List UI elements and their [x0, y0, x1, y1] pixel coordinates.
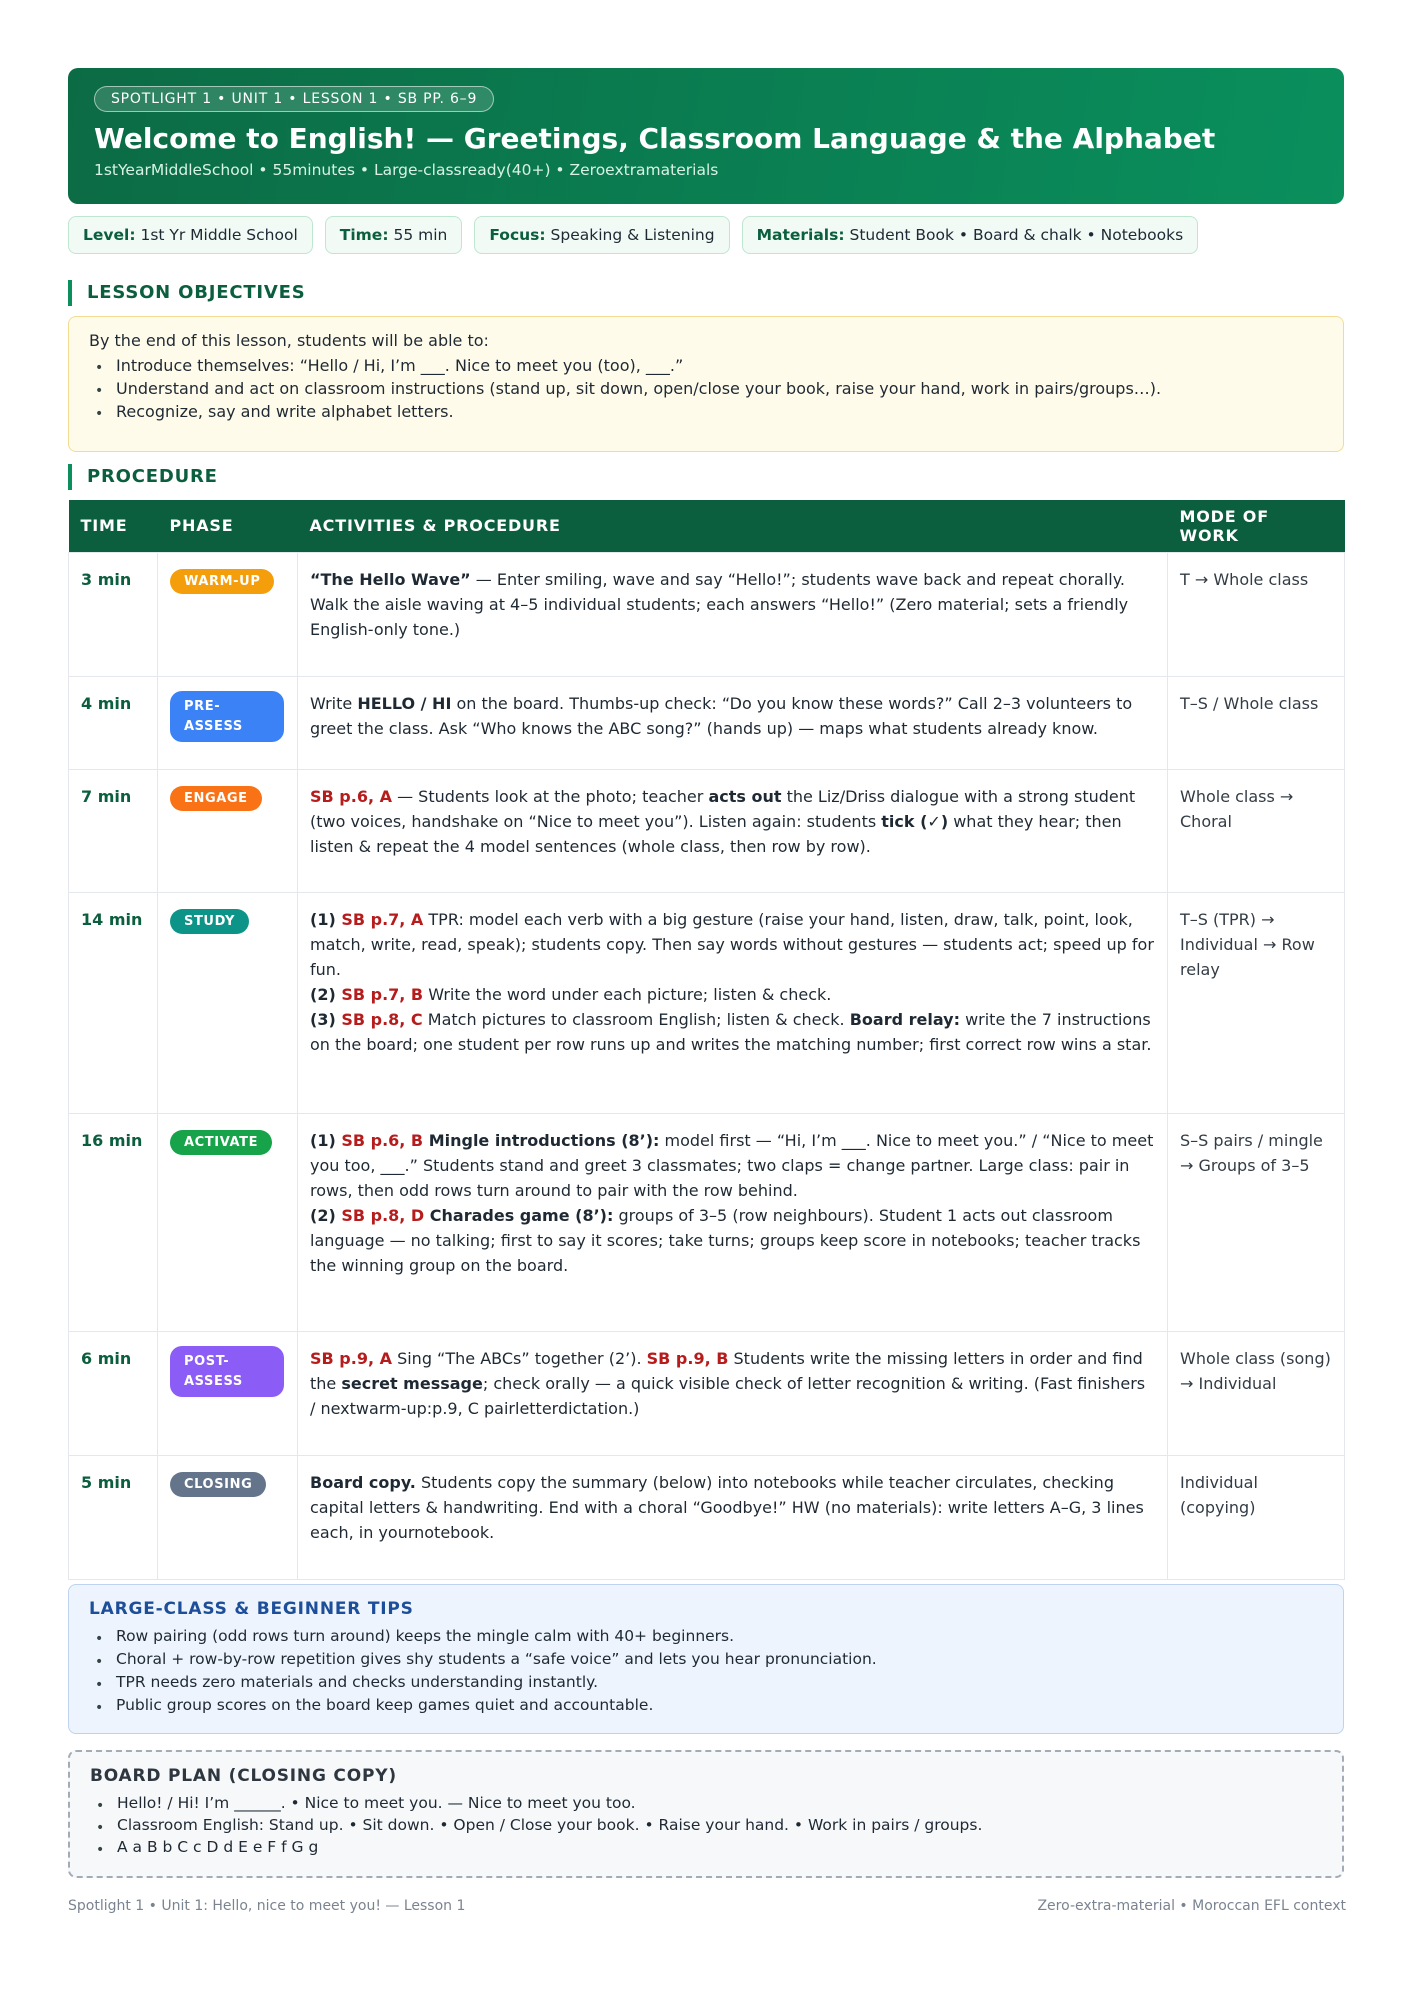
phase-badge: PRE-ASSESS — [170, 691, 284, 742]
procedure-heading: PROCEDURE — [68, 464, 218, 490]
chip-focus — [474, 216, 729, 254]
phase-badge: ENGAGE — [170, 786, 262, 811]
footer-left-text: Spotlight 1 • Unit 1: Hello, nice to meet you! — Lesson 1 — [68, 1898, 466, 1914]
chip-label: Time: — [339, 226, 389, 244]
phase-badge: ACTIVATE — [170, 1130, 272, 1155]
activity-text: Students copy the summary (below) into notebooks while teacher circulates, checking capital letters & handwriting. End with a choral “Goodbye!” HW (no materials): write letters A–G, 3 lines each, in yournotebook. — [310, 1472, 1144, 1542]
activity-text: Write the word under each picture; listen & check. — [423, 984, 832, 1004]
table-row — [69, 676, 1345, 769]
time-cell: 5 min — [69, 1455, 158, 1579]
board-plan-heading: BOARD PLAN (CLOSING COPY) — [90, 1766, 397, 1786]
bold-text: (1) — [310, 1130, 342, 1150]
activity-text: — Enter smiling, wave and say “Hello!”; students wave back and repeat chorally. Walk the aisle waving at 4–5 individual students; each answers “Hello!” (Zero material; sets a friendly English-only tone.) — [310, 569, 1129, 639]
bold-text: Mingle introductions (8’): — [423, 1130, 660, 1150]
bold-text: (2) — [310, 1205, 342, 1225]
chip-value: 1st Yr Middle School — [140, 226, 298, 244]
activity-cell — [298, 1113, 1168, 1331]
tips-heading: LARGE-CLASS & BEGINNER TIPS — [89, 1599, 414, 1619]
phase-cell — [158, 1455, 298, 1579]
activity-text: Students write the missing letters in order and find the — [310, 1348, 1143, 1393]
lesson-info-chips — [68, 216, 1198, 254]
board-plan-item: • A a B b C c D d E e F f G g — [90, 1836, 1322, 1858]
phase-badge: POST-ASSESS — [170, 1346, 284, 1397]
time-cell: 7 min — [69, 769, 158, 892]
student-book-reference: SB p.7, B — [341, 984, 424, 1004]
activity-cell — [298, 1331, 1168, 1455]
student-book-reference: SB p.9, B — [646, 1348, 729, 1368]
activity-cell — [298, 676, 1168, 769]
tip-item: • Row pairing (odd rows turn around) keeps the mingle calm with 40+ beginners. — [89, 1625, 1323, 1648]
activity-text: write the 7 instructions on the board; one student per row runs up and writes the matching number; first correct row wins a star. — [310, 1009, 1152, 1054]
chip-level — [68, 216, 313, 254]
student-book-reference: SB p.9, A — [310, 1348, 392, 1368]
chip-value: 55 min — [393, 226, 448, 244]
student-book-reference: SB p.6, B — [341, 1130, 424, 1150]
time-cell: 4 min — [69, 676, 158, 769]
tip-item: • Choral + row-by-row repetition gives shy students a “safe voice” and lets you hear pronunciation. — [89, 1648, 1323, 1671]
objectives-intro: By the end of this lesson, students will be able to: — [89, 331, 489, 350]
mode-cell: S–S pairs / mingle → Groups of 3–5 — [1168, 1113, 1345, 1331]
objectives-heading: LESSON OBJECTIVES — [68, 280, 306, 306]
activity-cell — [298, 552, 1168, 676]
lesson-reference-pill: SPOTLIGHT 1 • UNIT 1 • LESSON 1 • SB PP. 6–9 — [94, 86, 494, 112]
column-header-mode: MODE OF WORK — [1168, 500, 1345, 552]
student-book-reference: SB p.6, A — [310, 786, 392, 806]
activity-text: model first — “Hi, I’m ___. Nice to meet you.” / “Nice to meet you too, ___.” Students stand and greet 3 classmates; two claps = change partner. Large class: pair in rows, then odd rows turn around to pair with the row behind. — [310, 1130, 1154, 1200]
phase-cell — [158, 1331, 298, 1455]
table-row — [69, 769, 1345, 892]
activity-text: on the board. Thumbs-up check: “Do you know these words?” Call 2–3 volunteers to greet the class. Ask “Who knows the ABC song?” (hands up) — maps what students already know. — [310, 693, 1133, 738]
activity-text: Sing “The ABCs” together (2’). — [391, 1348, 647, 1368]
table-row — [69, 1331, 1345, 1455]
student-book-reference: SB p.7, A — [341, 909, 424, 929]
phase-badge: WARM-UP — [170, 569, 274, 594]
chip-value: Speaking & Listening — [550, 226, 715, 244]
procedure-table — [68, 500, 1345, 1580]
bold-text: (2) — [310, 984, 342, 1004]
tips-list — [89, 1625, 1323, 1717]
activity-cell — [298, 1455, 1168, 1579]
time-cell: 3 min — [69, 552, 158, 676]
activity-text: TPR: model each verb with a big gesture (raise your hand, listen, draw, talk, point, look, match, write, read, speak); students copy. Then say words without gestures — students act; speed up for fun. — [310, 909, 1154, 979]
column-header-time: TIME — [69, 500, 158, 552]
student-book-reference: SB p.8, D — [341, 1205, 425, 1225]
bold-text: “The Hello Wave” — [310, 569, 471, 589]
objective-item: • Recognize, say and write alphabet letters. — [89, 400, 1323, 423]
phase-cell — [158, 676, 298, 769]
activity-text: Write — [310, 693, 358, 713]
mode-cell: T → Whole class — [1168, 552, 1345, 676]
phase-cell — [158, 892, 298, 1113]
activity-text: groups of 3–5 (row neighbours). Student 1 acts out classroom language — no talking; first to say it scores; take turns; groups keep score in notebooks; teacher tracks the winning group on the board. — [310, 1205, 1141, 1275]
phase-cell — [158, 1113, 298, 1331]
activity-text: ; check orally — a quick visible check of letter recognition & writing. (Fast finishers / nextwarm-up:p.9, C pairletterdictation.) — [310, 1373, 1146, 1418]
tip-item: • Public group scores on the board keep games quiet and accountable. — [89, 1694, 1323, 1717]
activity-cell — [298, 892, 1168, 1113]
bold-text: tick (✓) — [881, 811, 949, 831]
board-plan-item: • Classroom English: Stand up. • Sit down. • Open / Close your book. • Raise your hand. • Work in pairs / groups. — [90, 1814, 1322, 1836]
activity-text: what they hear; then listen & repeat the 4 model sentences (whole class, then row by row). — [310, 811, 1122, 856]
bold-text: Board relay: — [849, 1009, 960, 1029]
bold-text: HELLO / HI — [357, 693, 452, 713]
footer-right-text: Zero-extra-material • Moroccan EFL context — [1037, 1898, 1346, 1914]
tip-item: • TPR needs zero materials and checks understanding instantly. — [89, 1671, 1323, 1694]
phase-cell — [158, 552, 298, 676]
lesson-subtitle: 1stYearMiddleSchool • 55minutes • Large-classready(40+) • Zeroextramaterials — [94, 161, 719, 179]
table-row — [69, 552, 1345, 676]
time-cell: 6 min — [69, 1331, 158, 1455]
phase-badge: CLOSING — [170, 1472, 266, 1497]
table-row — [69, 1455, 1345, 1579]
board-plan-list — [90, 1792, 1322, 1858]
bold-text: Charades game (8’): — [424, 1205, 614, 1225]
table-row — [69, 1113, 1345, 1331]
bold-text: (1) — [310, 909, 342, 929]
mode-cell: Whole class (song) → Individual — [1168, 1331, 1345, 1455]
board-plan-item: • Hello! / Hi! I’m ______. • Nice to meet you. — Nice to meet you too. — [90, 1792, 1322, 1814]
column-header-phase: PHASE — [158, 500, 298, 552]
mode-cell: Individual (copying) — [1168, 1455, 1345, 1579]
table-header-row — [69, 500, 1345, 552]
mode-cell: T–S / Whole class — [1168, 676, 1345, 769]
objective-item: • Introduce themselves: “Hello / Hi, I’m ___. Nice to meet you (too), ___.” — [89, 354, 1323, 377]
mode-cell: Whole class → Choral — [1168, 769, 1345, 892]
objectives-box — [68, 316, 1344, 452]
bold-text: (3) — [310, 1009, 342, 1029]
table-row — [69, 892, 1345, 1113]
chip-label: Materials: — [756, 226, 845, 244]
objectives-list — [89, 354, 1323, 423]
chip-label: Focus: — [489, 226, 546, 244]
activity-cell — [298, 769, 1168, 892]
lesson-header — [68, 68, 1344, 204]
phase-cell — [158, 769, 298, 892]
lesson-title: Welcome to English! — Greetings, Classroom Language & the Alphabet — [94, 122, 1216, 155]
activity-text: — Students look at the photo; teacher — [391, 786, 709, 806]
bold-text: Board copy. — [310, 1472, 416, 1492]
chip-label: Level: — [83, 226, 136, 244]
chip-time — [325, 216, 463, 254]
board-plan-box — [68, 1750, 1344, 1878]
chip-value: Student Book • Board & chalk • Notebooks — [849, 226, 1184, 244]
activity-text: the Liz/Driss dialogue with a strong student (two voices, handshake on “Nice to meet you”). Listen again: students — [310, 786, 1136, 831]
time-cell: 16 min — [69, 1113, 158, 1331]
bold-text: acts out — [708, 786, 782, 806]
bold-text: secret message — [341, 1373, 483, 1393]
chip-materials — [742, 216, 1199, 254]
column-header-activities: ACTIVITIES & PROCEDURE — [298, 500, 1168, 552]
time-cell: 14 min — [69, 892, 158, 1113]
large-class-tips-box — [68, 1584, 1344, 1734]
activity-text: Match pictures to classroom English; listen & check. — [422, 1009, 850, 1029]
objective-item: • Understand and act on classroom instructions (stand up, sit down, open/close your book, raise your hand, work in pairs/groups…). — [89, 377, 1323, 400]
student-book-reference: SB p.8, C — [341, 1009, 423, 1029]
phase-badge: STUDY — [170, 909, 249, 934]
mode-cell: T–S (TPR) → Individual → Row relay — [1168, 892, 1345, 1113]
